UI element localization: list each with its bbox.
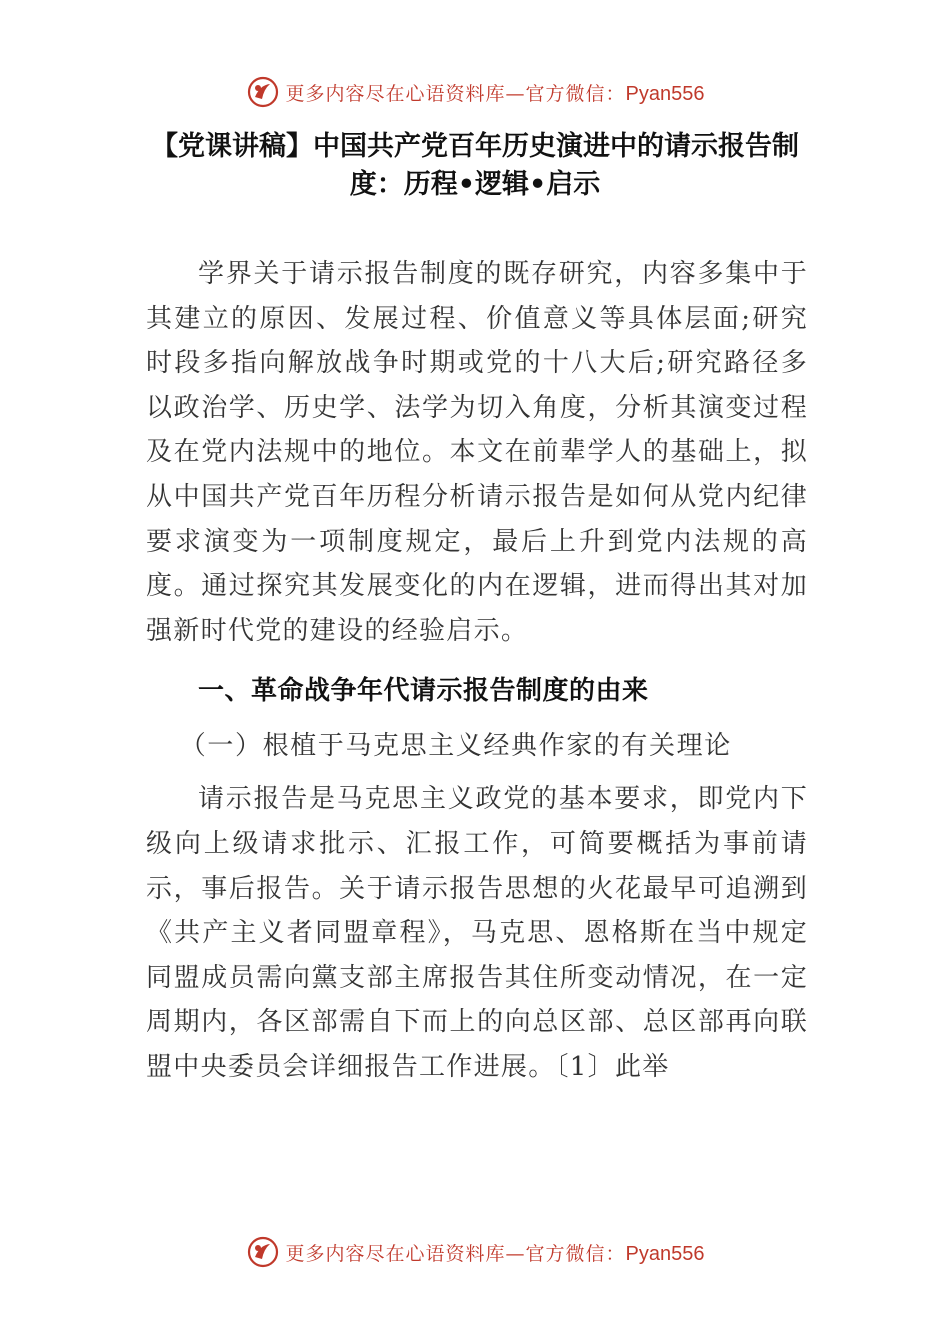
document-body [146,252,808,1090]
paragraph-body: 请示报告是马克思主义政党的基本要求，即党内下级向上级请求批示、汇报工作，可简要概括为事前请示，事后报告。关于请示报告思想的火花最早可追溯到《共产主义者同盟章程》，马克思、恩格斯在当中规定同盟成员需向黨支部主席报告其住所变动情况，在一定周期内，各区部需自下而上的向总区部、总区部再向联盟中央委员会详细报告工作进展。〔1〕此举 [146,784,808,1082]
logo-icon [246,75,280,109]
banner-text: 更多内容尽在心语资料库—官方微信：Pyan556 [285,82,705,105]
section-heading: 一、革命战争年代请示报告制度的由来 [198,676,649,707]
banner-text: 更多内容尽在心语资料库—官方微信：Pyan556 [285,1242,705,1265]
wechat-id: Pyan556 [625,1242,705,1265]
header-banner [0,72,950,112]
subsection-heading: （一）根植于马克思主义经典作家的有关理论 [179,731,732,762]
footer-banner [0,1232,950,1272]
paragraph-intro: 学界关于请示报告制度的既存研究，内容多集中于其建立的原因、发展过程、价值意义等具体层面;研究时段多指向解放战争时期或党的十八大后;研究路径多以政治学、历史学、法学为切入角度，分析其演变过程及在党内法规中的地位。本文在前辈学人的基础上，拟从中国共产党百年历程分析请示报告是如何从党内纪律要求演变为一项制度规定，最后上升到党内法规的高度。通过探究其发展变化的内在逻辑，进而得出其对加强新时代党的建设的经验启示。 [146,259,808,646]
document-title: 【党课讲稿】中国共产党百年历史演进中的请示报告制度：历程•逻辑•启示 [151,131,799,200]
wechat-id: Pyan556 [625,82,705,105]
logo-icon [246,1235,280,1269]
